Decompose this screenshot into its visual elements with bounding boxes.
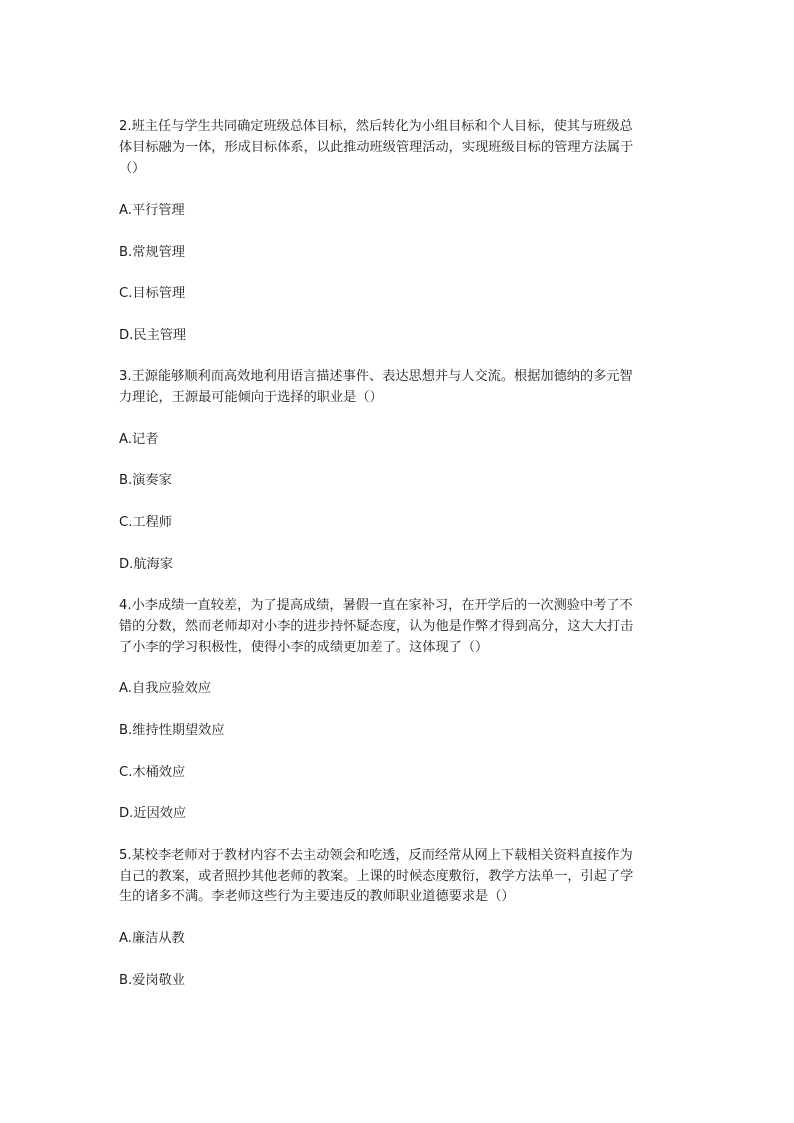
question-3-option-d: D.航海家 [119,557,173,572]
question-3-option-c: C.工程师 [119,515,172,530]
question-5-stem-line-1: 5.某校李老师对于教材内容不去主动领会和吃透，反而经常从网上下载相关资料直接作为 [119,848,633,863]
question-4-option-a: A.自我应验效应 [119,681,212,696]
question-3-stem-line-2: 力理论，王源最可能倾向于选择的职业是（） [119,390,383,405]
question-5-stem-line-2: 自己的教案，或者照抄其他老师的教案。上课的时候态度敷衍，教学方法单一，引起了学 [119,869,634,884]
question-4-option-b: B.维持性期望效应 [119,723,225,738]
question-2-option-c: C.目标管理 [119,286,186,301]
question-2-stem-line-3: （） [119,161,146,176]
question-2-option-d: D.民主管理 [119,328,187,343]
question-2-stem-line-1: 2.班主任与学生共同确定班级总体目标，然后转化为小组目标和个人目标，使其与班级总 [119,119,633,134]
question-5-option-b: B.爱岗敬业 [119,973,185,988]
question-2-option-a: A.平行管理 [119,203,185,218]
question-5-option-a: A.廉洁从教 [119,931,185,946]
question-3-option-b: B.演奏家 [119,473,172,488]
question-4-stem-line-3: 了小李的学习积极性，使得小李的成绩更加差了。这体现了（） [119,640,489,655]
question-5-stem-line-3: 生的诸多不满。李老师这些行为主要违反的教师职业道德要求是（） [119,889,515,904]
question-3-stem-line-1: 3.王源能够顺利而高效地利用语言描述事件、表达思想并与人交流。根据加德纳的多元智 [119,369,633,384]
question-2-option-b: B.常规管理 [119,245,185,260]
question-2-stem-line-2: 体目标融为一体，形成目标体系，以此推动班级管理活动，实现班级目标的管理方法属于 [119,140,634,155]
question-4-option-c: C.木桶效应 [119,765,186,780]
question-4-option-d: D.近因效应 [119,806,187,821]
question-4-stem-line-1: 4.小李成绩一直较差，为了提高成绩，暑假一直在家补习，在开学后的一次测验中考了不 [119,598,633,613]
question-3-option-a: A.记者 [119,432,159,447]
question-4-stem-line-2: 错的分数，然而老师却对小李的进步持怀疑态度，认为他是作弊才得到高分，这大大打击 [119,619,634,634]
